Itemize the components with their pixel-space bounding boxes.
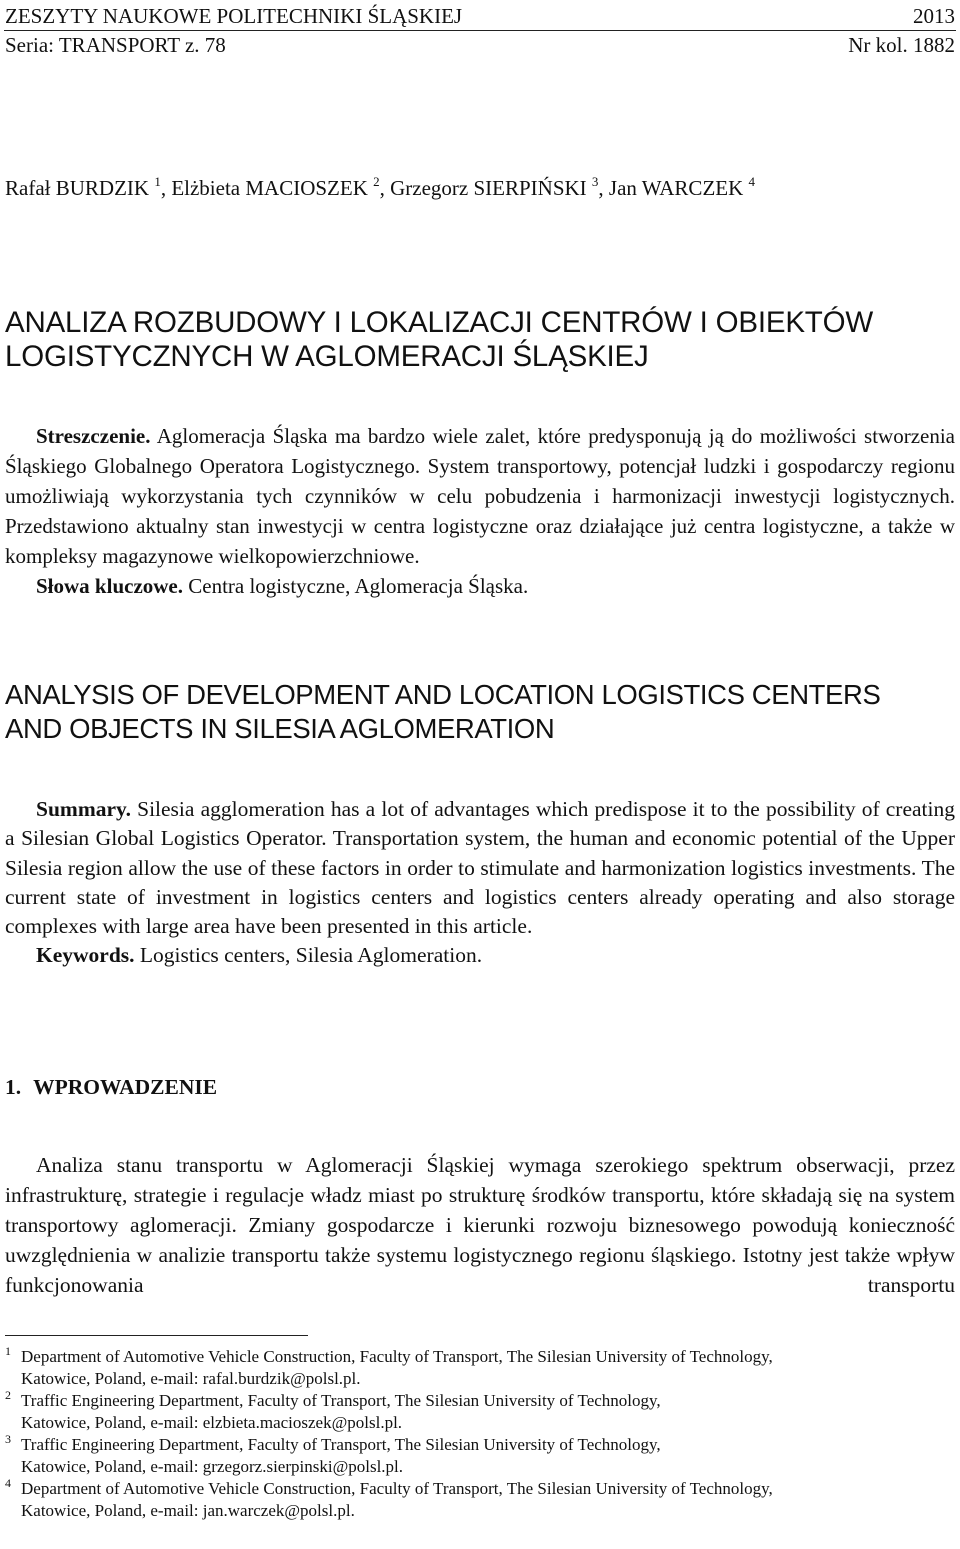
paper-title-en [5, 678, 955, 746]
title-en-line1: ANALYSIS OF DEVELOPMENT AND LOCATION LOGISTICS CENTERS [5, 679, 881, 710]
keywords-pl: Słowa kluczowe. Centra logistyczne, Aglomeracja Śląska. [36, 574, 529, 598]
abstract-en-text: Summary. Silesia agglomeration has a lot of advantages which predispose it to the possibility of creating a Silesian Global Logistics Operator. Transportation system, the human and economic potential of the Upper Silesia region allow the use of these factors in order to stimulate and harmonization logistics investments. The current state of investment in logistics centers and logistics centers already operating and also storage complexes with large area have been presented in this article. [5, 797, 955, 939]
section-body [5, 1150, 955, 1300]
author: Rafał BURDZIK $^1$, [5, 174, 172, 200]
footnote-number: 2 [5, 1388, 11, 1402]
footnote: 4 Department of Automotive Vehicle Construction, Faculty of Transport, The Silesian University of Technology, Katowice, Poland, e-mail: jan.warczek@polsl.pl. [5, 1478, 957, 1522]
journal-year: 2013 [913, 4, 955, 28]
header-divider [4, 30, 956, 31]
title-pl-line1: ANALIZA ROZBUDOWY I LOKALIZACJI CENTRÓW I OBIEKTÓW [5, 306, 874, 339]
abstract-pl-text: Streszczenie. Aglomeracja Śląska ma bardzo wiele zalet, które predysponują ją do możliwości stworzenia Śląskiego Globalnego Operatora Logistycznego. System transportowy, potencjał ludzki i gospodarczy regionu umożliwiają wykorzystania tych czynników w celu pobudzenia i harmonizacji inwestycji logistycznych. Przedstawiono aktualny stan inwestycji w centra logistyczne oraz działające już centra logistyczne, a także w kompleksy magazynowe wielkopowierzchniowe. [5, 424, 955, 568]
section-title: WPROWADZENIE [33, 1075, 218, 1099]
footnote: 2 Traffic Engineering Department, Faculty of Transport, The Silesian University of Technology, Katowice, Poland, e-mail: elzbieta.macioszek@polsl.pl. [5, 1390, 957, 1434]
abstract-pl-label: Streszczenie. [36, 424, 151, 448]
footnote-divider [5, 1335, 308, 1336]
journal-name: ZESZYTY NAUKOWE POLITECHNIKI ŚLĄSKIEJ [5, 4, 463, 28]
paper-title-pl [5, 306, 955, 374]
running-header-line1 [5, 4, 955, 28]
title-pl-line2: LOGISTYCZNYCH W AGLOMERACJI ŚLĄSKIEJ [5, 340, 649, 373]
keywords-en-label: Keywords. [36, 943, 135, 968]
title-en-line2: AND OBJECTS IN SILESIA AGLOMERATION [5, 713, 555, 744]
running-header-line2 [5, 33, 955, 57]
footnote: 1 Department of Automotive Vehicle Construction, Faculty of Transport, The Silesian University of Technology, Katowice, Poland, e-mail: rafal.burdzik@polsl.pl. [5, 1346, 957, 1390]
journal-issue: Nr kol. 1882 [848, 33, 955, 57]
journal-series: Seria: TRANSPORT z. 78 [5, 33, 226, 57]
section-heading [5, 1075, 217, 1100]
author: Grzegorz SIERPIŃSKI $^3$, [390, 174, 609, 200]
footnote: 3 Traffic Engineering Department, Faculty of Transport, The Silesian University of Technology, Katowice, Poland, e-mail: grzegorz.sierpinski@polsl.pl. [5, 1434, 957, 1478]
abstract-en [5, 795, 955, 971]
abstract-pl [5, 421, 955, 601]
author: Jan WARCZEK $^4$ [608, 174, 756, 200]
author-list [5, 176, 755, 201]
section-number: 1. [5, 1075, 22, 1099]
footnote-number: 4 [5, 1476, 11, 1490]
footnote-number: 1 [5, 1344, 11, 1358]
footnotes [5, 1346, 957, 1522]
abstract-en-label: Summary. [36, 797, 131, 821]
footnote-number: 3 [5, 1432, 11, 1446]
author: Elżbieta MACIOSZEK $^2$, [171, 174, 391, 200]
keywords-en: Keywords. Logistics centers, Silesia Aglomeration. [36, 943, 483, 968]
body-paragraph: Analiza stanu transportu w Aglomeracji Śląskiej wymaga szerokiego spektrum obserwacji, przez infrastrukturę, strategie i regulacje władz miast po strukturę środków transportu, które składają się na system transportowy aglomeracji. Zmiany gospodarcze i kierunki rozwoju biznesowego powodują konieczność uwzględnienia w analizie transportu także systemu logistycznego regionu śląskiego. Istotny jest także wpływ funkcjonowania transportu [5, 1153, 955, 1297]
keywords-pl-label: Słowa kluczowe. [36, 574, 183, 598]
